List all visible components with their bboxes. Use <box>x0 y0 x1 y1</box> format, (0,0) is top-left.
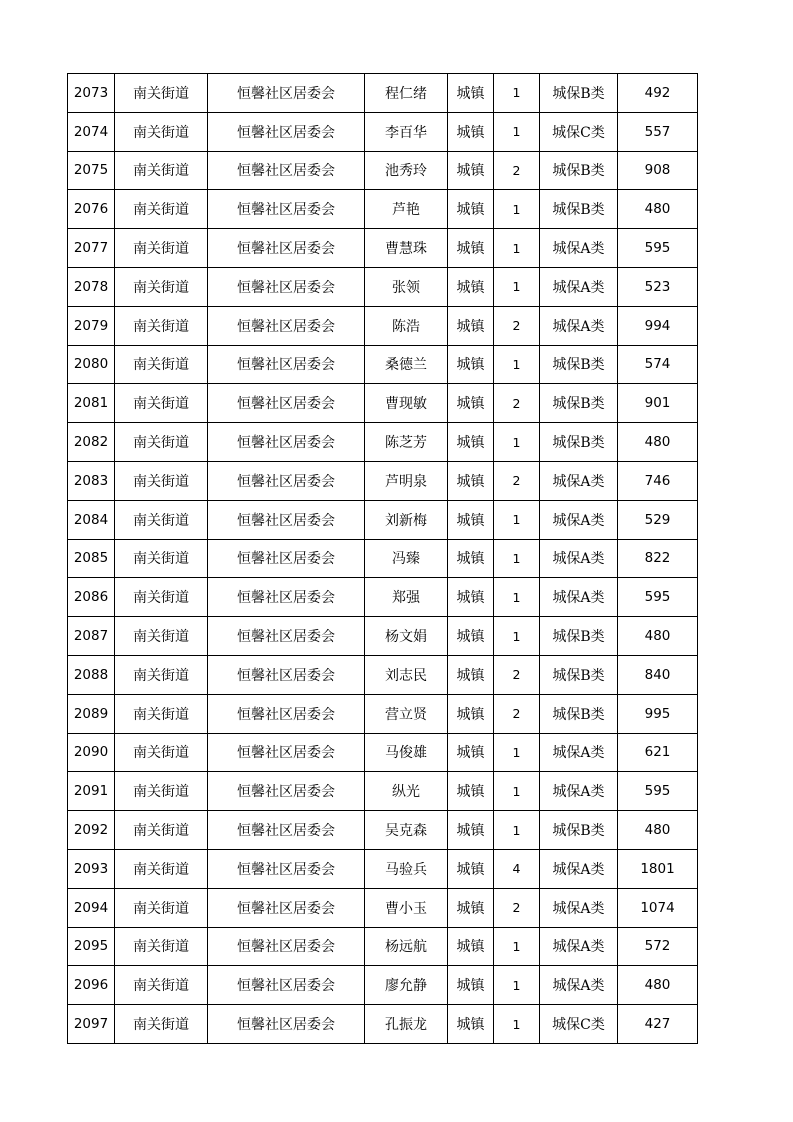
cell-area-type: 城镇 <box>448 1005 494 1044</box>
cell-insurance-category: 城保A类 <box>540 578 618 617</box>
table-row <box>68 966 698 1005</box>
table-body <box>68 74 698 1044</box>
cell-insurance-category: 城保A类 <box>540 500 618 539</box>
table-row <box>68 306 698 345</box>
cell-insurance-category: 城保B类 <box>540 190 618 229</box>
cell-insurance-category: 城保B类 <box>540 811 618 850</box>
cell-amount: 480 <box>618 190 698 229</box>
cell-street: 南关街道 <box>115 112 208 151</box>
table-row <box>68 694 698 733</box>
cell-recipient-name: 马俊雄 <box>365 733 448 772</box>
cell-area-type: 城镇 <box>448 112 494 151</box>
cell-recipient-name: 营立贤 <box>365 694 448 733</box>
cell-serial-number: 2076 <box>68 190 115 229</box>
cell-community: 恒馨社区居委会 <box>208 539 365 578</box>
cell-insurance-category: 城保B类 <box>540 151 618 190</box>
cell-serial-number: 2086 <box>68 578 115 617</box>
cell-household-count: 1 <box>494 578 540 617</box>
cell-insurance-category: 城保A类 <box>540 306 618 345</box>
cell-amount: 908 <box>618 151 698 190</box>
cell-serial-number: 2083 <box>68 461 115 500</box>
cell-amount: 480 <box>618 966 698 1005</box>
cell-insurance-category: 城保A类 <box>540 229 618 268</box>
cell-amount: 822 <box>618 539 698 578</box>
cell-amount: 746 <box>618 461 698 500</box>
cell-recipient-name: 芦明泉 <box>365 461 448 500</box>
cell-street: 南关街道 <box>115 927 208 966</box>
cell-household-count: 1 <box>494 539 540 578</box>
cell-area-type: 城镇 <box>448 461 494 500</box>
table-row <box>68 888 698 927</box>
cell-insurance-category: 城保A类 <box>540 539 618 578</box>
cell-amount: 595 <box>618 578 698 617</box>
cell-household-count: 1 <box>494 733 540 772</box>
table-row <box>68 384 698 423</box>
cell-insurance-category: 城保B类 <box>540 345 618 384</box>
cell-street: 南关街道 <box>115 578 208 617</box>
cell-serial-number: 2089 <box>68 694 115 733</box>
cell-street: 南关街道 <box>115 500 208 539</box>
cell-household-count: 2 <box>494 461 540 500</box>
cell-serial-number: 2095 <box>68 927 115 966</box>
cell-street: 南关街道 <box>115 267 208 306</box>
cell-community: 恒馨社区居委会 <box>208 267 365 306</box>
cell-insurance-category: 城保C类 <box>540 112 618 151</box>
cell-community: 恒馨社区居委会 <box>208 112 365 151</box>
table-row <box>68 578 698 617</box>
cell-household-count: 1 <box>494 423 540 462</box>
cell-community: 恒馨社区居委会 <box>208 229 365 268</box>
cell-amount: 995 <box>618 694 698 733</box>
cell-street: 南关街道 <box>115 190 208 229</box>
cell-insurance-category: 城保A类 <box>540 733 618 772</box>
cell-household-count: 1 <box>494 112 540 151</box>
cell-area-type: 城镇 <box>448 617 494 656</box>
cell-community: 恒馨社区居委会 <box>208 190 365 229</box>
cell-recipient-name: 陈浩 <box>365 306 448 345</box>
cell-insurance-category: 城保B类 <box>540 423 618 462</box>
cell-recipient-name: 纵光 <box>365 772 448 811</box>
cell-community: 恒馨社区居委会 <box>208 345 365 384</box>
cell-household-count: 1 <box>494 617 540 656</box>
cell-recipient-name: 曹现敏 <box>365 384 448 423</box>
cell-area-type: 城镇 <box>448 267 494 306</box>
cell-amount: 427 <box>618 1005 698 1044</box>
cell-household-count: 1 <box>494 927 540 966</box>
cell-amount: 480 <box>618 811 698 850</box>
cell-insurance-category: 城保B类 <box>540 694 618 733</box>
cell-household-count: 2 <box>494 306 540 345</box>
cell-recipient-name: 杨远航 <box>365 927 448 966</box>
cell-insurance-category: 城保C类 <box>540 1005 618 1044</box>
cell-community: 恒馨社区居委会 <box>208 306 365 345</box>
cell-street: 南关街道 <box>115 655 208 694</box>
table-row <box>68 461 698 500</box>
cell-area-type: 城镇 <box>448 500 494 539</box>
cell-area-type: 城镇 <box>448 811 494 850</box>
cell-serial-number: 2078 <box>68 267 115 306</box>
cell-area-type: 城镇 <box>448 927 494 966</box>
table-row <box>68 849 698 888</box>
cell-street: 南关街道 <box>115 849 208 888</box>
table-row <box>68 733 698 772</box>
cell-household-count: 1 <box>494 229 540 268</box>
cell-insurance-category: 城保B类 <box>540 655 618 694</box>
cell-community: 恒馨社区居委会 <box>208 927 365 966</box>
cell-serial-number: 2081 <box>68 384 115 423</box>
cell-amount: 840 <box>618 655 698 694</box>
cell-area-type: 城镇 <box>448 733 494 772</box>
cell-community: 恒馨社区居委会 <box>208 500 365 539</box>
cell-community: 恒馨社区居委会 <box>208 772 365 811</box>
cell-household-count: 2 <box>494 655 540 694</box>
cell-street: 南关街道 <box>115 345 208 384</box>
cell-amount: 574 <box>618 345 698 384</box>
cell-community: 恒馨社区居委会 <box>208 423 365 462</box>
table-row <box>68 345 698 384</box>
cell-street: 南关街道 <box>115 733 208 772</box>
table-row <box>68 423 698 462</box>
table-row <box>68 151 698 190</box>
cell-recipient-name: 廖允静 <box>365 966 448 1005</box>
cell-recipient-name: 陈芝芳 <box>365 423 448 462</box>
table-row <box>68 267 698 306</box>
table-row <box>68 190 698 229</box>
cell-community: 恒馨社区居委会 <box>208 694 365 733</box>
cell-household-count: 1 <box>494 772 540 811</box>
cell-street: 南关街道 <box>115 151 208 190</box>
cell-recipient-name: 芦艳 <box>365 190 448 229</box>
cell-serial-number: 2074 <box>68 112 115 151</box>
cell-recipient-name: 孔振龙 <box>365 1005 448 1044</box>
table-row <box>68 112 698 151</box>
cell-community: 恒馨社区居委会 <box>208 733 365 772</box>
cell-street: 南关街道 <box>115 539 208 578</box>
cell-recipient-name: 刘新梅 <box>365 500 448 539</box>
cell-insurance-category: 城保B类 <box>540 617 618 656</box>
cell-serial-number: 2084 <box>68 500 115 539</box>
cell-amount: 994 <box>618 306 698 345</box>
cell-household-count: 2 <box>494 694 540 733</box>
cell-serial-number: 2075 <box>68 151 115 190</box>
cell-recipient-name: 吴克森 <box>365 811 448 850</box>
cell-amount: 901 <box>618 384 698 423</box>
cell-household-count: 1 <box>494 500 540 539</box>
cell-area-type: 城镇 <box>448 345 494 384</box>
cell-area-type: 城镇 <box>448 190 494 229</box>
cell-amount: 480 <box>618 617 698 656</box>
cell-recipient-name: 池秀玲 <box>365 151 448 190</box>
cell-street: 南关街道 <box>115 888 208 927</box>
benefit-roster-table <box>67 73 698 1044</box>
cell-street: 南关街道 <box>115 966 208 1005</box>
cell-amount: 572 <box>618 927 698 966</box>
cell-serial-number: 2096 <box>68 966 115 1005</box>
table-row <box>68 811 698 850</box>
cell-household-count: 1 <box>494 811 540 850</box>
cell-serial-number: 2094 <box>68 888 115 927</box>
cell-household-count: 2 <box>494 384 540 423</box>
cell-amount: 523 <box>618 267 698 306</box>
cell-amount: 480 <box>618 423 698 462</box>
cell-recipient-name: 张领 <box>365 267 448 306</box>
cell-household-count: 1 <box>494 190 540 229</box>
table-row <box>68 655 698 694</box>
cell-area-type: 城镇 <box>448 849 494 888</box>
cell-street: 南关街道 <box>115 617 208 656</box>
cell-area-type: 城镇 <box>448 539 494 578</box>
cell-community: 恒馨社区居委会 <box>208 1005 365 1044</box>
cell-household-count: 2 <box>494 888 540 927</box>
cell-household-count: 4 <box>494 849 540 888</box>
cell-area-type: 城镇 <box>448 229 494 268</box>
cell-area-type: 城镇 <box>448 655 494 694</box>
cell-recipient-name: 李百华 <box>365 112 448 151</box>
table-row <box>68 927 698 966</box>
cell-household-count: 1 <box>494 1005 540 1044</box>
cell-street: 南关街道 <box>115 694 208 733</box>
cell-amount: 492 <box>618 74 698 113</box>
cell-street: 南关街道 <box>115 1005 208 1044</box>
cell-community: 恒馨社区居委会 <box>208 74 365 113</box>
cell-insurance-category: 城保A类 <box>540 888 618 927</box>
cell-street: 南关街道 <box>115 229 208 268</box>
cell-community: 恒馨社区居委会 <box>208 617 365 656</box>
cell-household-count: 1 <box>494 966 540 1005</box>
cell-serial-number: 2097 <box>68 1005 115 1044</box>
cell-household-count: 1 <box>494 345 540 384</box>
cell-insurance-category: 城保A类 <box>540 927 618 966</box>
cell-recipient-name: 曹小玉 <box>365 888 448 927</box>
cell-insurance-category: 城保B类 <box>540 384 618 423</box>
cell-serial-number: 2088 <box>68 655 115 694</box>
cell-amount: 557 <box>618 112 698 151</box>
cell-street: 南关街道 <box>115 74 208 113</box>
cell-serial-number: 2092 <box>68 811 115 850</box>
cell-area-type: 城镇 <box>448 578 494 617</box>
cell-street: 南关街道 <box>115 811 208 850</box>
cell-insurance-category: 城保A类 <box>540 772 618 811</box>
cell-amount: 595 <box>618 772 698 811</box>
table-row <box>68 500 698 539</box>
cell-area-type: 城镇 <box>448 384 494 423</box>
cell-area-type: 城镇 <box>448 423 494 462</box>
cell-serial-number: 2077 <box>68 229 115 268</box>
table-row <box>68 772 698 811</box>
cell-community: 恒馨社区居委会 <box>208 811 365 850</box>
cell-area-type: 城镇 <box>448 151 494 190</box>
cell-insurance-category: 城保A类 <box>540 461 618 500</box>
cell-recipient-name: 桑德兰 <box>365 345 448 384</box>
cell-street: 南关街道 <box>115 306 208 345</box>
cell-area-type: 城镇 <box>448 772 494 811</box>
cell-recipient-name: 曹慧珠 <box>365 229 448 268</box>
table-row <box>68 617 698 656</box>
table-row <box>68 74 698 113</box>
cell-area-type: 城镇 <box>448 74 494 113</box>
cell-community: 恒馨社区居委会 <box>208 966 365 1005</box>
cell-serial-number: 2080 <box>68 345 115 384</box>
cell-community: 恒馨社区居委会 <box>208 461 365 500</box>
cell-area-type: 城镇 <box>448 694 494 733</box>
cell-recipient-name: 马验兵 <box>365 849 448 888</box>
cell-serial-number: 2087 <box>68 617 115 656</box>
table-row <box>68 1005 698 1044</box>
cell-recipient-name: 郑强 <box>365 578 448 617</box>
cell-serial-number: 2091 <box>68 772 115 811</box>
cell-amount: 1801 <box>618 849 698 888</box>
table-row <box>68 229 698 268</box>
cell-community: 恒馨社区居委会 <box>208 655 365 694</box>
cell-community: 恒馨社区居委会 <box>208 151 365 190</box>
cell-area-type: 城镇 <box>448 306 494 345</box>
cell-community: 恒馨社区居委会 <box>208 888 365 927</box>
cell-area-type: 城镇 <box>448 966 494 1005</box>
cell-insurance-category: 城保A类 <box>540 267 618 306</box>
cell-street: 南关街道 <box>115 423 208 462</box>
cell-insurance-category: 城保A类 <box>540 966 618 1005</box>
cell-serial-number: 2093 <box>68 849 115 888</box>
cell-street: 南关街道 <box>115 772 208 811</box>
cell-serial-number: 2082 <box>68 423 115 462</box>
cell-serial-number: 2090 <box>68 733 115 772</box>
cell-serial-number: 2073 <box>68 74 115 113</box>
table-row <box>68 539 698 578</box>
cell-serial-number: 2079 <box>68 306 115 345</box>
cell-household-count: 1 <box>494 74 540 113</box>
cell-amount: 1074 <box>618 888 698 927</box>
cell-street: 南关街道 <box>115 461 208 500</box>
cell-household-count: 2 <box>494 151 540 190</box>
cell-recipient-name: 冯臻 <box>365 539 448 578</box>
cell-recipient-name: 杨文娟 <box>365 617 448 656</box>
cell-recipient-name: 程仁绪 <box>365 74 448 113</box>
cell-insurance-category: 城保B类 <box>540 74 618 113</box>
cell-community: 恒馨社区居委会 <box>208 384 365 423</box>
cell-insurance-category: 城保A类 <box>540 849 618 888</box>
cell-community: 恒馨社区居委会 <box>208 578 365 617</box>
cell-household-count: 1 <box>494 267 540 306</box>
cell-community: 恒馨社区居委会 <box>208 849 365 888</box>
cell-amount: 595 <box>618 229 698 268</box>
cell-amount: 529 <box>618 500 698 539</box>
cell-area-type: 城镇 <box>448 888 494 927</box>
cell-serial-number: 2085 <box>68 539 115 578</box>
cell-street: 南关街道 <box>115 384 208 423</box>
cell-amount: 621 <box>618 733 698 772</box>
cell-recipient-name: 刘志民 <box>365 655 448 694</box>
